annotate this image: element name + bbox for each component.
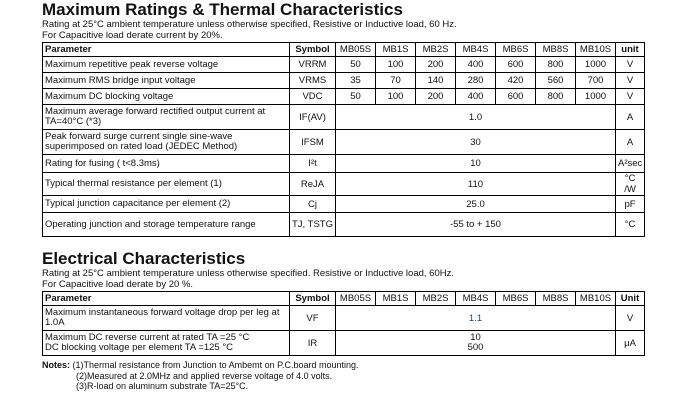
row-symbol: VDC (290, 89, 336, 105)
electrical-title: Electrical Characteristics (42, 249, 246, 268)
row-value: 1000 (576, 89, 616, 105)
notes-label: Notes: (42, 360, 71, 370)
row-value: 25.0 (336, 196, 616, 213)
row-param: Maximum RMS bridge input voltage (43, 73, 290, 89)
row-value: 600 (496, 57, 536, 73)
row-symbol: IR (290, 331, 336, 356)
row-value: 600 (496, 89, 536, 105)
header-parameter: Parameter (43, 43, 290, 57)
header-mb1s: MB1S (376, 292, 416, 306)
header-unit: unit (616, 43, 645, 57)
note-1: (1)Thermal resistance from Junction to Ambemt on P.C.board mounting. (72, 360, 359, 370)
row-unit: pF (616, 196, 645, 213)
header-mb4s: MB4S (456, 43, 496, 57)
row-value: 1.1 (336, 306, 616, 331)
header-mb8s: MB8S (536, 292, 576, 306)
row-symbol: IFSM (290, 130, 336, 155)
header-mb10s: MB10S (576, 292, 616, 306)
row-value: 200 (416, 89, 456, 105)
row-value-125c: 500 (467, 342, 484, 353)
row-param: Rating for fusing ( t<8.3ms) (43, 155, 290, 173)
row-unit: μA (616, 331, 645, 356)
row-value: 110 (336, 173, 616, 196)
row-value: 50 (336, 57, 376, 73)
row-value: 50 (336, 89, 376, 105)
row-param: Typical thermal resistance per element (1) (43, 173, 290, 196)
header-parameter: Parameter (43, 292, 290, 306)
row-value-25c: 10 (470, 332, 481, 343)
header-symbol: Symbol (290, 43, 336, 57)
row-param: Typical junction capacitance per element (2) (43, 196, 290, 213)
row-param: Maximum DC blocking voltage (43, 89, 290, 105)
row-value: 10 (336, 155, 616, 173)
header-mb1s: MB1S (376, 43, 416, 57)
table-row (43, 105, 645, 130)
row-unit: °C /W (616, 173, 645, 196)
row-value: 700 (576, 73, 616, 89)
row-value: 70 (376, 73, 416, 89)
row-unit: A (616, 130, 645, 155)
row-value: 800 (536, 89, 576, 105)
row-value: -55 to + 150 (336, 213, 616, 237)
table-row (43, 57, 645, 73)
table-row (43, 89, 645, 105)
electrical-note-2: For Capacitive load derate by 20 %. (42, 279, 194, 290)
row-value: 280 (456, 73, 496, 89)
header-mb2s: MB2S (416, 292, 456, 306)
header-mb05s: MB05S (336, 43, 376, 57)
header-mb8s: MB8S (536, 43, 576, 57)
table-row (43, 213, 645, 237)
row-value: 1.0 (336, 105, 616, 130)
row-symbol: ReJA (290, 173, 336, 196)
header-mb2s: MB2S (416, 43, 456, 57)
row-value: 30 (336, 130, 616, 155)
note-2: (2)Measured at 2.0MHz and applied reverse voltage of 4.0 volts. (76, 370, 333, 381)
row-symbol: VRMS (290, 73, 336, 89)
row-value (336, 331, 616, 356)
row-unit: A (616, 105, 645, 130)
table-row (43, 196, 645, 213)
row-param: Maximum average forward rectified output current at TA=40°C (*3) (43, 105, 290, 130)
ratings-title: Maximum Ratings & Thermal Characteristics (42, 0, 403, 19)
header-mb6s: MB6S (496, 292, 536, 306)
row-value: 560 (536, 73, 576, 89)
row-param: Maximum repetitive peak reverse voltage (43, 57, 290, 73)
row-unit: V (616, 73, 645, 89)
row-symbol: TJ, TSTG (290, 213, 336, 237)
header-mb05s: MB05S (336, 292, 376, 306)
row-param: Operating junction and storage temperature range (43, 213, 290, 237)
row-unit: V (616, 57, 645, 73)
row-symbol: VRRM (290, 57, 336, 73)
ratings-header-row (43, 43, 645, 57)
electrical-table (42, 291, 645, 356)
row-symbol: IF(AV) (290, 105, 336, 130)
note-3: (3)R-load on aluminum substrate TA=25°C. (76, 381, 249, 391)
row-param-line-2: DC blocking voltage per element TA =125 °C (45, 342, 234, 353)
row-value: 1000 (576, 57, 616, 73)
notes-section (42, 360, 644, 392)
electrical-header-row (43, 292, 645, 306)
row-value: 140 (416, 73, 456, 89)
row-value: 400 (456, 89, 496, 105)
row-unit: V (616, 306, 645, 331)
row-value: 200 (416, 57, 456, 73)
header-symbol: Symbol (290, 292, 336, 306)
electrical-note-1: Rating at 25°C ambient temperature unless otherwise specified. Resistive or Inductive load, 60Hz. (42, 268, 454, 279)
ratings-note-2: For Capacitive load derate current by 20%. (42, 30, 223, 41)
table-row (43, 130, 645, 155)
row-symbol: Cj (290, 196, 336, 213)
ratings-table (42, 42, 645, 237)
table-row (43, 73, 645, 89)
row-value: 35 (336, 73, 376, 89)
header-mb6s: MB6S (496, 43, 536, 57)
table-row (43, 155, 645, 173)
row-value: 100 (376, 89, 416, 105)
row-value: 800 (536, 57, 576, 73)
row-param: Peak forward surge current single sine-wave superimposed on rated load (JEDEC Method) (43, 130, 290, 155)
table-row (43, 173, 645, 196)
header-mb4s: MB4S (456, 292, 496, 306)
header-unit: Unit (616, 292, 645, 306)
table-row (43, 331, 645, 356)
ratings-note-1: Rating at 25°C ambient temperature unless otherwise specified, Resistive or Inductive load, 60 Hz. (42, 19, 457, 30)
table-row (43, 306, 645, 331)
row-param: Maximum instantaneous forward voltage drop per leg at 1.0A (43, 306, 290, 331)
datasheet (42, 0, 644, 392)
row-value: 400 (456, 57, 496, 73)
row-symbol: I²t (290, 155, 336, 173)
row-value: 100 (376, 57, 416, 73)
row-symbol: VF (290, 306, 336, 331)
row-unit: V (616, 89, 645, 105)
row-value: 420 (496, 73, 536, 89)
header-mb10s: MB10S (576, 43, 616, 57)
row-unit: °C (616, 213, 645, 237)
row-param-line-1: Maximum DC reverse current at rated TA =25 °C (45, 332, 250, 343)
row-unit: A²sec (616, 155, 645, 173)
row-param (43, 331, 290, 356)
